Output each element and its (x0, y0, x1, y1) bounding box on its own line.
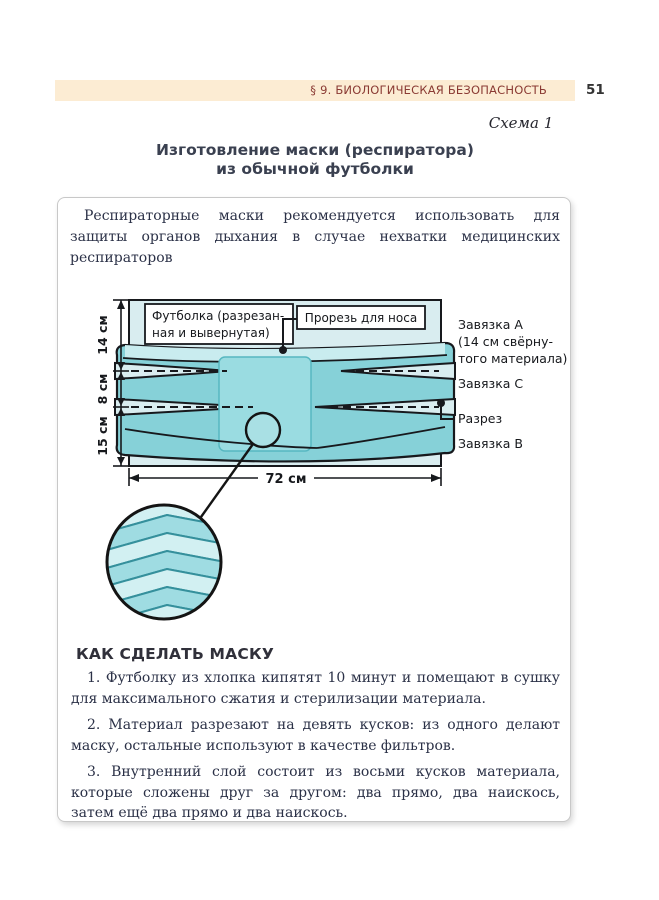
tshirt-mask-diagram (79, 295, 579, 630)
label-tie-b: Завязка В (458, 436, 523, 451)
label-tshirt-line2: ная и вывернутая) (152, 326, 270, 340)
section-header-strip (55, 80, 575, 101)
label-tshirt-line1: Футболка (разрезан- (152, 309, 285, 323)
nose-slit-dot (279, 346, 287, 354)
label-tie-a-line3: того материала) (458, 351, 568, 366)
label-tie-a-line1: Завязка А (458, 317, 523, 332)
page-title (57, 141, 573, 179)
howto-steps (71, 668, 560, 830)
content-box (57, 197, 571, 822)
page-number: 51 (586, 82, 605, 98)
dim-label-15cm: 15 см (95, 416, 110, 456)
dim-label-72cm: 72 см (265, 472, 307, 487)
dim-label-8cm: 8 см (95, 373, 110, 405)
howto-step-1: 1. Футболку из хлопка кипятят 10 минут и помещают в сушку для максимального сжатия и стерилизации материала. (71, 670, 560, 707)
scheme-label: Схема 1 (488, 114, 554, 132)
label-cut: Разрез (458, 411, 503, 426)
howto-step-2: 2. Материал разрезают на девять кусков: из одного делают маску, остальные используют в качестве фильтров. (71, 717, 560, 754)
page-title-line1: Изготовление маски (респиратора) (156, 141, 474, 159)
magnifier-fabric-view (89, 497, 241, 630)
howto-step-3: 3. Внутренний слой состоит из восьми кусков материала, которые сложены друг за другом: два прямо, два наискось, затем ещё два прямо и два наискось. (71, 764, 560, 821)
page-title-line2: из обычной футболки (216, 160, 414, 178)
section-title: § 9. БИОЛОГИЧЕСКАЯ БЕЗОПАСНОСТЬ (310, 83, 547, 97)
howto-heading: КАК СДЕЛАТЬ МАСКУ (76, 645, 274, 663)
label-tie-c: Завязка С (458, 376, 524, 391)
label-tie-a-line2: (14 см свёрну- (458, 334, 553, 349)
label-nose-slit: Прорезь для носа (304, 311, 418, 325)
intro-paragraph: Респираторные маски рекомендуется использовать для защиты органов дыхания в случае нехватки медицинских респираторов (70, 208, 560, 266)
dim-label-14cm: 14 см (95, 315, 110, 355)
zoom-source-circle (246, 413, 280, 447)
